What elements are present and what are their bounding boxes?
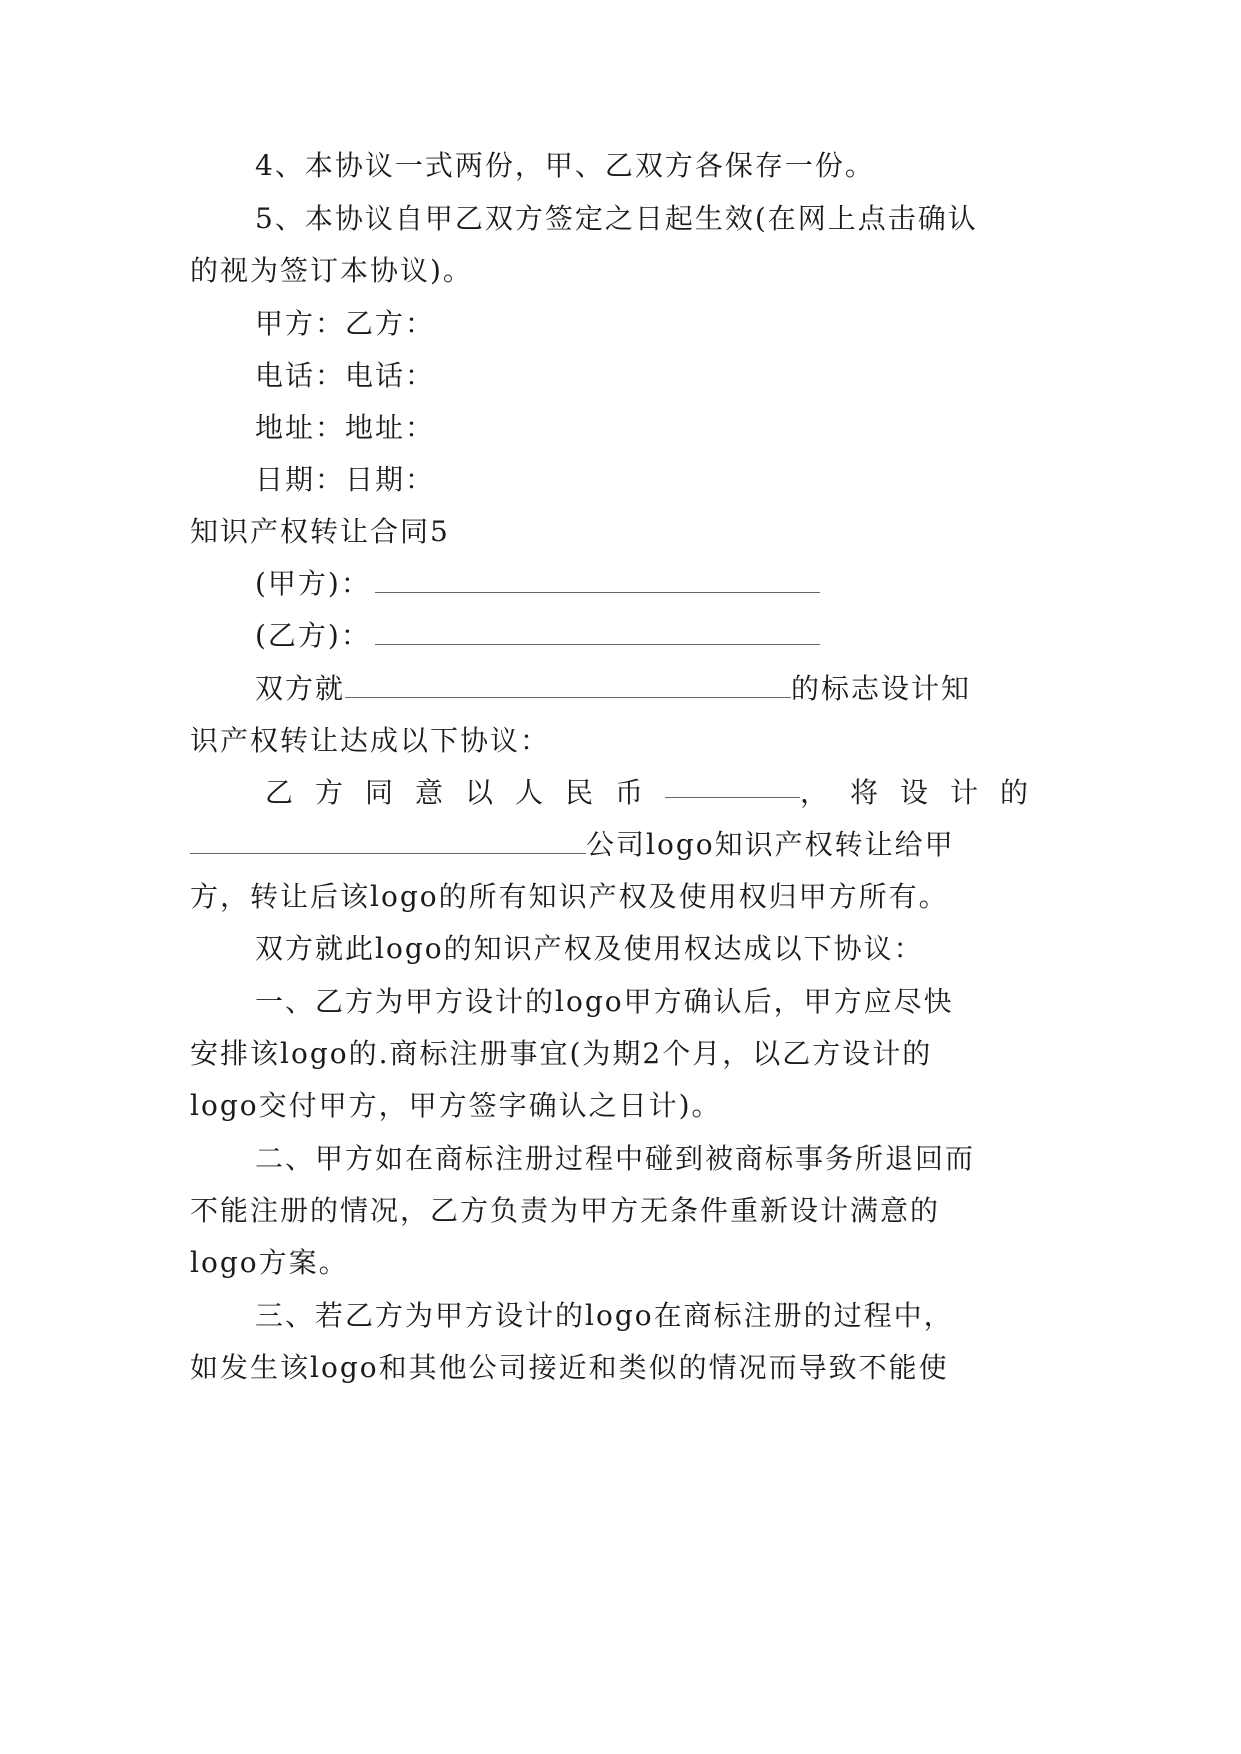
party-b-label: (乙方)： bbox=[255, 619, 371, 652]
para-2-line2 bbox=[190, 823, 1050, 867]
party-a-label: (甲方)： bbox=[255, 567, 371, 600]
item-1-line2: 安排该logo的.商标注册事宜(为期2个月，以乙方设计的 bbox=[190, 1037, 933, 1070]
company-blank bbox=[190, 827, 586, 854]
party-b-blank bbox=[375, 618, 820, 645]
subject-blank bbox=[345, 671, 791, 698]
item-3-line2: 如发生该logo和其他公司接近和类似的情况而导致不能使 bbox=[190, 1351, 949, 1384]
clause-5-line2: 的视为签订本协议)。 bbox=[190, 254, 473, 287]
signature-address-line: 地址：地址： bbox=[255, 411, 436, 444]
signature-date-line: 日期：日期： bbox=[255, 463, 436, 496]
item-2-line2: 不能注册的情况，乙方负责为甲方无条件重新设计满意的 bbox=[190, 1194, 941, 1227]
item-1-line1: 一、乙方为甲方设计的logo甲方确认后，甲方应尽快 bbox=[255, 985, 954, 1018]
signature-party-line: 甲方：乙方： bbox=[255, 307, 436, 340]
amount-blank bbox=[665, 771, 800, 798]
item-3-line1: 三、若乙方为甲方设计的logo在商标注册的过程中， bbox=[255, 1299, 954, 1332]
para-1-line1 bbox=[255, 667, 1115, 711]
item-2-line3: logo方案。 bbox=[190, 1246, 349, 1279]
party-a-line bbox=[255, 562, 1115, 606]
clause-5-line1: 5、本协议自甲乙双方签定之日起生效(在网上点击确认 bbox=[255, 202, 978, 235]
item-2-line1: 二、甲方如在商标注册过程中碰到被商标事务所退回而 bbox=[255, 1142, 976, 1175]
para-3: 双方就此logo的知识产权及使用权达成以下协议： bbox=[255, 932, 924, 965]
item-1-line3: logo交付甲方，甲方签字确认之日计)。 bbox=[190, 1089, 722, 1122]
para-1-text-pre: 双方就 bbox=[255, 672, 346, 705]
clause-4: 4、本协议一式两份，甲、乙双方各保存一份。 bbox=[255, 149, 875, 182]
para-2-line3: 方，转让后该logo的所有知识产权及使用权归甲方所有。 bbox=[190, 880, 949, 913]
para-2-text-line2: 公司logo知识产权转让给甲 bbox=[586, 828, 955, 861]
signature-phone-line: 电话：电话： bbox=[255, 359, 436, 392]
contract-title: 知识产权转让合同5 bbox=[190, 515, 450, 548]
para-1-line2: 识产权转让达成以下协议： bbox=[190, 724, 551, 757]
para-2-line1 bbox=[265, 771, 1050, 815]
para-2-text-post: ，将设计的 bbox=[799, 776, 1050, 809]
party-a-blank bbox=[375, 566, 820, 593]
party-b-line bbox=[255, 614, 1115, 658]
para-2-text-pre: 乙方同意以人民币 bbox=[265, 776, 666, 809]
para-1-text-post: 的标志设计知 bbox=[791, 672, 972, 705]
